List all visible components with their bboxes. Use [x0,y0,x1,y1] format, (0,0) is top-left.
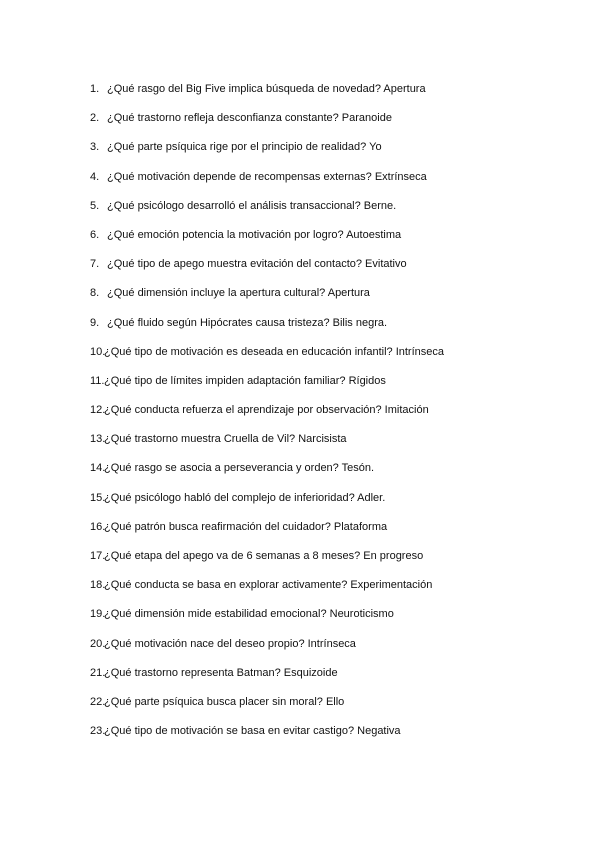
item-number: 12. [90,404,106,417]
item-number: 1. [90,83,100,95]
item-number: 10. [90,345,106,358]
item-text: ¿Qué psicólogo habló del complejo de inferioridad? Adler. [104,491,386,504]
item-text: ¿Qué psicólogo desarrolló el análisis transaccional? Berne. [107,199,397,212]
list-item [0,285,600,314]
item-number: 16. [90,520,106,533]
list-item [0,577,600,606]
list-item [0,169,600,198]
item-number: 18. [90,579,106,592]
list-item [0,431,600,460]
item-text: ¿Qué motivación depende de recompensas externas? Extrínseca [107,170,427,183]
item-text: ¿Qué tipo de motivación se basa en evitar castigo? Negativa [104,725,401,738]
list-item [0,373,600,402]
list-item [0,315,600,344]
item-text: ¿Qué conducta se basa en explorar activamente? Experimentación [104,579,433,592]
item-text: ¿Qué tipo de motivación es deseada en educación infantil? Intrínseca [104,345,444,358]
item-text: ¿Qué patrón busca reafirmación del cuidador? Plataforma [104,520,388,533]
list-item [0,344,600,373]
item-text: ¿Qué parte psíquica busca placer sin moral? Ello [104,695,345,708]
item-number: 9. [90,316,100,329]
item-text: ¿Qué parte psíquica rige por el principio de realidad? Yo [107,141,382,154]
item-text: ¿Qué dimensión mide estabilidad emocional? Neuroticismo [104,608,394,621]
list-item [0,227,600,256]
item-number: 5. [90,199,100,212]
item-number: 23. [90,725,106,738]
item-text: ¿Qué rasgo se asocia a perseverancia y orden? Tesón. [104,462,375,475]
list-item [0,139,600,168]
item-text: ¿Qué trastorno refleja desconfianza constante? Paranoide [107,112,392,125]
item-number: 21. [90,666,106,679]
list-item [0,606,600,635]
item-number: 17. [90,550,106,562]
item-number: 8. [90,287,100,300]
list-item [0,665,600,694]
list-item [0,256,600,285]
list-item [0,694,600,723]
item-number: 20. [90,637,106,650]
item-text: ¿Qué fluido según Hipócrates causa tristeza? Bilis negra. [107,316,388,329]
list-item [0,490,600,519]
item-text: ¿Qué conducta refuerza el aprendizaje por observación? Imitación [104,404,429,417]
item-text: ¿Qué trastorno representa Batman? Esquizoide [104,666,338,679]
item-text: ¿Qué tipo de límites impiden adaptación familiar? Rígidos [104,374,386,387]
list-item [0,81,600,110]
list-item [0,402,600,431]
item-text: ¿Qué trastorno muestra Cruella de Vil? Narcisista [104,433,347,446]
item-number: 4. [90,170,100,183]
item-text: ¿Qué etapa del apego va de 6 semanas a 8 meses? En progreso [104,550,424,562]
item-text: ¿Qué dimensión incluye la apertura cultural? Apertura [107,287,370,300]
item-text: ¿Qué tipo de apego muestra evitación del contacto? Evitativo [107,258,407,271]
list-item [0,198,600,227]
item-number: 3. [90,141,100,154]
list-item [0,460,600,489]
item-number: 6. [90,228,100,241]
item-number: 13. [90,433,106,446]
item-text: ¿Qué emoción potencia la motivación por logro? Autoestima [107,228,402,241]
list-item [0,548,600,577]
item-number: 22. [90,695,106,708]
item-number: 15. [90,491,106,504]
list-item [0,723,600,752]
list-item [0,636,600,665]
item-number: 2. [90,112,100,125]
item-number: 7. [90,258,100,271]
item-number: 14. [90,462,106,475]
list-item [0,110,600,139]
item-text: ¿Qué rasgo del Big Five implica búsqueda de novedad? Apertura [107,83,426,95]
question-list [0,81,600,752]
list-item [0,519,600,548]
item-number: 19. [90,608,106,621]
item-text: ¿Qué motivación nace del deseo propio? Intrínseca [104,637,356,650]
item-number: 11. [90,374,105,387]
